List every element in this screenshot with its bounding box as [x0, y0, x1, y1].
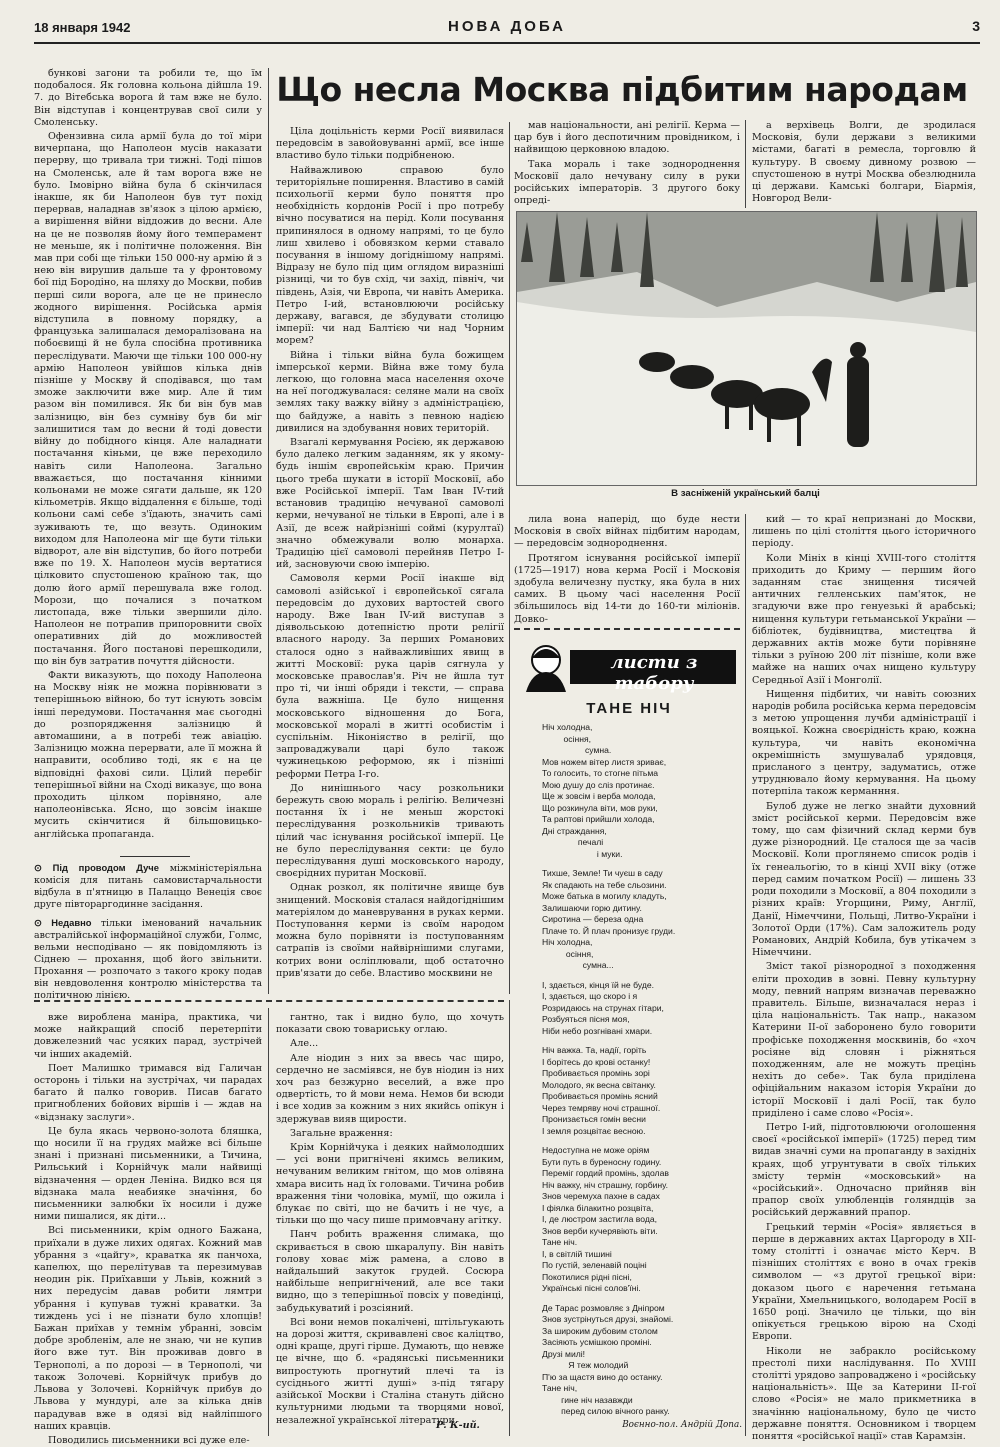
- paragraph: Це була якась червоно-золота бляшка, що носили її на грудях майже всі більше знані і признані письменники, а Тичина, Рильський і Корнійчук мали найвищі відзначення — орден Леніна. Видко вся ця відзнака мала неабияке значіння, бо письменники залюбки їх носили і дуже ними пишалися, як діти...: [34, 1125, 262, 1223]
- poem-line: Пробивається промінь зорі: [542, 1068, 650, 1078]
- paragraph: До нинішнього часу розкольники бережуть свою мораль і релігію. Величезні постання їх і не меньш жорстокі переслідування розкольників тривають цілий час існування російської імперії. Це не було переслідування секти: це було переслідування душі московського народу, своєрідних пуритан Московії.: [276, 782, 504, 880]
- poem-line: Тане ніч.: [542, 1237, 578, 1247]
- writers-article-column-1: [34, 1012, 262, 1446]
- masthead: [34, 14, 980, 44]
- column-divider-note: [120, 856, 190, 857]
- news-notes: [34, 862, 262, 1002]
- poem-line: перед силою вічного ранку.: [542, 1406, 670, 1416]
- paragraph: Панч робить враження слимака, що скривається в свою шкаралупу. Він навіть голову ховає між рамена, а слово в найдальший закуток грудей. Сосюра найбільше непригнічений, але все таки видно, що з теперішньої повсіх у поведінці, забудькуватий і розсіяний.: [276, 1229, 504, 1314]
- poem-line: Сиротина — береза одна: [542, 914, 644, 924]
- poem-line: Знов зустрінуться друзі, знайомі.: [542, 1314, 674, 1324]
- paragraph: Нищення підбитих, чи навіть союзних народів робила російська керма передовсім з метою упрощення лучби адміністрації і вояцької. Кожна своєрідність краю, кожна культура, чи навіть економічна окремішність змушувалаб урядовця, присланого з центру, задуматись, отже утруднювало йому кермування. На цьому потерпіла також керманння.: [752, 688, 976, 798]
- news-note: [34, 862, 262, 911]
- poem-line: осіння,: [542, 948, 594, 959]
- paragraph: Загальне враження:: [290, 1127, 393, 1139]
- paragraph: Найважливою справою було територіяльне поширення. Властиво в самій психольогії керми було поняття про необхідність кордонів Росії і про потребу вічно посуватися на перід. Коли посування припинялося в одному напрямі, то це було лиш хвилево і обовязком керми ставало посування в іншому догіднішому напрямі. Відразу не було під цим оглядом виразніші різниці, чи то був схід, чи захід, північ, чи південь, Азія, чи Европа, чи навіть Америка. Петро І-ий, встановлюючи російську державу, вагався, де збудувати столицю імперії: чи над Балтією чи над Чорним морем?: [276, 164, 504, 347]
- photo-caption: В засніженій український балці: [671, 488, 820, 499]
- stanza-gap: [542, 1137, 747, 1145]
- paragraph: Всі вони немов покалічені, штільгукають на дорозі життя, скривавлені своє каліцтво, одні краще, другі гірше. Думають, що невже це вічне, що б. «радянські письменники випростують прогнутий плечі та із сусіднього житті душі» з-під тягару азійської Москви і Сталіна стануть дійсно культурними людьми та творцями нової, незалежної української літератури.: [276, 1316, 504, 1426]
- paragraph: Факти виказують, що походу Наполеона на Москву ніяк не можна порівнювати з теперішньою війною, бо тут існують зовсім інші передумови. Постачання має сьогодні до розпорядження залізницю й автомашини, а в потребі теж авіацію. Залізницю можна перервати, але її можна й направити, особливо тоді, як є на це відповідні фахові сили. Цілий перебіг теперішньої війни на Сході виказує, що вона проходить цілком порівняно, але наполеонівська. Ясно, що зовсім інакше мусить скінчитися й більшовицько-англійська пропаганда.: [34, 669, 263, 840]
- newspaper-title: НОВА ДОБА: [448, 18, 566, 35]
- poem-line: Залишаючи горю дитину.: [542, 902, 642, 913]
- paragraph: Ніколи не забракло російському престолі пихи наслідування. По XVIII столітті урядово запроваджено і «російську національність». Ще за Катерини ІІ-гої слово «Росія» не мало прикметника в значінню національному, було це чисто державне поняття. Основником і творцем поняття «російської нації» став Карамзін.: [752, 1345, 976, 1443]
- poem-line: Недоступна не може оріям: [542, 1145, 650, 1155]
- paragraph: лила вона наперід, що буде нести Московія в своїх війнах підбитим народам, — передовсім зоднороднення.: [514, 514, 740, 550]
- poem-line: Як спадають на тебе сльозини.: [542, 879, 667, 890]
- paragraph: Петро І-ий, підготовлюючи оголошення своєї «російської імперії» (1725) перед тим видав значні суми на пропаганду в західніх краях, щоб угрунтувати в своїх тільких змісту термін «московський» на «російський». Одночасно прийняв він прапор своїх улюбленців голяндців за російський державний прапор.: [752, 1121, 976, 1219]
- column-rule-2: [509, 122, 510, 994]
- letters-from-camp-banner: [520, 638, 738, 694]
- poem-line: Ніби небо розгнівані хмари.: [542, 1025, 653, 1036]
- poem-line: сумна.: [542, 745, 612, 755]
- poem-line: І, здається, кінця їй не буде.: [542, 979, 655, 990]
- poem-line: Друзі милі!: [542, 1348, 586, 1359]
- poem-line: Ніч важку, ніч страшну, горбину.: [542, 1179, 669, 1190]
- paragraph: Поводились письменники всі дуже еле-: [48, 1434, 250, 1446]
- snow-scene-illustration: [517, 212, 976, 485]
- poem-line: Молодого, як весна світанку.: [542, 1079, 656, 1090]
- poem-line: Тане ніч,: [542, 1383, 578, 1393]
- stanza-gap: [542, 860, 747, 868]
- paragraph: Коли Мініх в кінці XVIII-того століття приходить до Криму — першим його заданням стає знищення тисячей античних гелленських пам'яток, не згадуючи вже про генуезькі й арабські; нищення культури гетьманської України — бібліотек, будівництва, мистецтва й державних актів може бути порівняне тільки з руїною 200 літ пізніше, коли вже майже на наших очах нищено культуру Середньої Азії і Монголії.: [752, 552, 976, 686]
- paragraph: Така мораль і таке зоднороднення Московії дало нечувану силу в руки російських імператорів. З другого боку опреді-: [514, 158, 740, 207]
- poem-line: Переміг гордий промінь, здолав: [542, 1168, 669, 1178]
- paragraph: бункові загони та робили те, що їм подобалося. Як головна кольона дійшла 19. 7. до Вітебська ворога й там вже не було. Він відступав і концентрував свої сили у Смоленську.: [34, 68, 262, 128]
- paragraph: Протягом існування російської імперії (1725—1917) нова керма Росії і Московія здобула величезну пустку, яка була в них самих. В цьому часі населення Росії збільшилось від 14-ти до 160-ти міліонів. Довко-: [514, 552, 740, 625]
- note-lead: ⊙ Недавно: [34, 917, 101, 928]
- poem-line: І фіялка білакитно розцвіта,: [542, 1202, 654, 1213]
- poem-line: Ніч холодна,: [542, 722, 593, 732]
- poem-line: Знов черемуха пахне в садах: [542, 1191, 660, 1201]
- paragraph: Булоб дуже не легко знайти духовний зміст російської керми. Передовсім вже тому, що сам фізичний склад керми був дуже різнородний. Це сталося ще за часів Московії. Коли проглянемо список родів і їх генеальогію, то в кінці XVII віку (отже перед самим початком Росії) — лишень 33 роди походили з Московії, а 804 походили з різних країв: Угорщини, Риму, Англії, Данії, Німеччини, Польщі, Литво-України і Золотої Орди (17%). Сам заложитель роду Романових, Андрій Кобила, був утікачем з Німеччини.: [752, 800, 976, 959]
- poem-line: І земля розцвітає весною.: [542, 1125, 646, 1136]
- paragraph: Поет Малишко тримався від Галичан осторонь і тільки на зустрічах, чи парадах багато й палко говорив. Писав багато пригноблених бойових віршів і — ждав на «відзнаку заслуги».: [34, 1062, 262, 1123]
- poem-signature: Воєнно-пол. Андрій Допа.: [622, 1420, 742, 1430]
- poem-line: І борітесь до крові останку!: [542, 1056, 651, 1067]
- poem-line: Мою душу до сліз протинає.: [542, 779, 655, 790]
- poem-line: печалі: [542, 837, 604, 847]
- poem-line: Мов ножем вітер листя зриває,: [542, 756, 667, 767]
- poem-body: [542, 722, 747, 1426]
- bottom-section-divider: [34, 1000, 504, 1002]
- poem-line: Тихше, Земле! Ти чуєш в саду: [542, 868, 663, 878]
- section-divider: [514, 628, 740, 630]
- poem-title: ТАНЕ НІЧ: [586, 700, 672, 717]
- issue-date: 18 января 1942: [34, 20, 131, 35]
- poem-line: Українські пісні солов'їні.: [542, 1283, 641, 1293]
- paragraph: Всі письменники, крім одного Бажана, приїхали в дуже лихих одягах. Кожний мав убрання з «цайгу», краватка як панчоха, капелюх, що перелітував та перезимував неодин рік. Приїхавши у Львів, кожний з них передусім давав робити лямтри убрання і купував тужні краватки. За тиждень усі і не пізнати було хлопців! Бажан приїхав у темнім убранні, зовсім добре зробленім, але не знаю, чи не купив його вже тут. Він проживав довго в Тернополі, а по дорозі — в Тернополі, чи також Золочеві. Корнійчук прибув до Львова у Золочеві. Корнійчук прибув до Львова у мундурі, але за кілька днів парадував вже в одязі від найліпшого наших кравців.: [34, 1225, 262, 1432]
- poem-line: Ніч холодна,: [542, 937, 593, 947]
- poem-line: Пробивається промінь ясний: [542, 1091, 658, 1101]
- paragraph: Але...: [290, 1038, 319, 1050]
- paragraph: Зміст такої різнородної з походження еліти проходив в зовні. Певну культурну моду, певний напрям визначав переважно правитель. Більше, визначалася нераз і ціла національність. Так напр., наказом Катерини ІІ-ої заборонено було говорити профіське походження москвинів, бо «хоч росіяне від словян і ріжняться походженням, але не можуть прецінь нехіть до себе». Так була приділена офіційальним наказом історія України до історії Московії і далі Росії, так було приділено і саме слово «Росія».: [752, 961, 976, 1119]
- poem-line: Бути путь в буреносну годину.: [542, 1156, 662, 1167]
- stanza-gap: [542, 1037, 747, 1045]
- paragraph: мав національности, ані релігії. Керма — цар був і його деспотичним провідником, і найвищою церковною владою.: [514, 120, 740, 156]
- poem-line: і муки.: [542, 848, 623, 859]
- poem-line: І, де люстром застигла вода,: [542, 1214, 658, 1224]
- poem-line: Може батька в могилу кладуть,: [542, 891, 667, 901]
- paragraph: а верхівець Волги, де зродилася Московія, були держави з великими містами, багаті в ремесла, торговлю й культуру. В своєму дивному розвою — спустошеною в нутрі Москва обезлюднила ці держави. Камські болгари, Біармія, Новгород Вели-: [752, 120, 976, 205]
- stanza-gap: [542, 972, 747, 980]
- note-lead: ⊙ Під проводом Дуче: [34, 862, 170, 873]
- poem-line: І, в світлій тишині: [542, 1248, 612, 1259]
- note-text: міжміністеріяльна комісія для питань самовистарчальности відбула в п'ятницю в Палаццо Венеція своє друге півтораргодинне засідання.: [34, 863, 262, 910]
- column-rule-poem: [509, 1000, 510, 1436]
- poem-line: Покотилися рідні пісні,: [542, 1271, 632, 1282]
- poem-line: Дні страждання,: [542, 825, 607, 836]
- paragraph: кий — то краї непризнані до Москви, лишень по цілі століття цього історичного періоду.: [752, 514, 976, 550]
- article-signature: Р. К-ий.: [436, 1420, 480, 1431]
- news-note: [34, 917, 262, 1002]
- poem-line: По густій, зеленавій поціні: [542, 1260, 647, 1270]
- column-rule-bottom: [268, 1008, 269, 1436]
- paragraph: Війна і тільки війна була божищем імперської керми. Війна вже тому була легкою, що головна маса населення охоче на неї погоджувалася: селяне мали на своїх землях таку важку війну з адміністрацією, що байдуже, а навіть з певною надією дивилися на здобування нових територій.: [276, 349, 504, 434]
- poem-line: І, здається, що скоро і я: [542, 991, 638, 1001]
- poem-line: Пронизається гомін весни: [542, 1114, 646, 1124]
- column-rule-3-top: [745, 120, 746, 208]
- paragraph: Офензивна сила армії була до тої міри вичерпана, що Наполеон мусів наказати перерву, що тривала три тижні. Тоді пішов на Смоленськ, але й там ворога вже не було. Імовірно війна була б скінчилася інакше, як би Наполеон був тут похід перервав, наладнав зв'язок з цілою армією, а вирішення війни віддожив до весни. Але на це не позволяв йому його темперамент не меньше, як і політичне положення. Він мав при собі ще тільки 150 000-ну армію й з нею він вирушив дальше та у фронтовому бої під Бородіно, на шляху до Москви, побив перші сили ворога, але це не принесло жодного вирішення. Російська армія відступила в повному порядку, а французька залишалася деморалізована на побоєвищі й не була спосібна противника переслідувати. Маючи ще тільки 100 000-ну армію Наполеон увійшов кілька днів пізніше у Москву й сподівався, що там зможе заключити вже мир. Але й тим разом він помилився. Як би він був мав залізницю, він без сумніву був би міг залишитися там до весни й тоді довести війну до побідного кінця. Але наладнати постачання кіньми, це вже переходило навіть сили Наполеона. Загально вважається, що постачання кінними кольонами не може сягати дальше, як 120 кільометрів. Якщо віддалення є більше, тоді кольони самі себе з'їдають, значить самі зуживають те, що везуть. Одиноким виходом для Наполеона міг ще бути тільки відворот, але він відступив, бо його потреби вже по 19. Х. Наполеон мусів вертатися цілковито спустошеною країною так, що долю його армії перешувала вже голод. Морози, що почалися з початком листопада, вже тільки звершили діло. Наполеон не потрапив припоровнити своїх оперативних дій до можливостей постачання. Його постанові перешкодили, що він був затратив почуття дійсности.: [34, 131, 262, 667]
- poem-line: Через темряву ночі страшної.: [542, 1102, 661, 1113]
- moscow-article-column-4-top: [752, 120, 976, 208]
- paragraph: вже вироблена манірa, практика, чи може найкращий спосіб перетерпіти довжелезний час усяких парад, зустрічей чи інших академій.: [34, 1012, 262, 1060]
- paragraph: Самоволя керми Росії інакше від самоволі азійської і європейської сягала передовсім до духових вартостей свого народу. Вже Іван IV-ий виступав з діявольською дотепністю проти релігії власного народу. За перших Романових сталося одно з найважливіших явищ в житті Московії: рука царів сягнула у московське православ'я. Річ не йшла тут про ті, чи інші обряди і тексти, — справа була важніша. Це було нищення московського відношення до Бога, московської моралі в житті особистім і суспільнім. Ніконіяство в релігії, що запроваджували царі було також чужинецькою реформою, як і пізніші реформи Петра І-го.: [276, 573, 504, 780]
- paragraph: гантно, так і видно було, що хочуть показати свою товариську оглаю.: [276, 1012, 504, 1036]
- poem-line: Плаче то. Й плач пронизує груди.: [542, 925, 676, 936]
- page-number: 3: [972, 18, 980, 34]
- poem-line: Розбуяться пісня моя,: [542, 1014, 630, 1024]
- poem-line: Ще ж зовсім і верба молода,: [542, 791, 656, 801]
- paragraph: Крім Корнійчука і деяких наймолодших — усі вони пригнічені якимсь великим, нечуваним великим гнітом, що мов олівяна хмара висить над їх головами. Тичина робив враження тіни чоловіка, мумії, що ожила і блукає по світі, що не бачить і не чує, а тільки що що часу пише примовчану агітку.: [276, 1142, 504, 1227]
- paragraph: Ціла доцільність керми Росії виявилася передовсім в завойовуванні армії, все інше властиво було тільки подрібненою.: [276, 126, 504, 162]
- poem-line: П'ю за щастя вино до останку.: [542, 1371, 663, 1382]
- paragraph: Але ніодин з них за ввесь час щиро, сердечно не засміявся, не був ніодин із них хоч раз безжурно веселий, а вже про одвертість, то й мови нема. Немов би всюди і все ходив за кожним з них якийсь опікун і здержував вияв щирости.: [276, 1052, 504, 1125]
- poem-line: За широким дубовим столом: [542, 1325, 658, 1336]
- poem-line: То голосить, то стогне пітьма: [542, 768, 659, 778]
- moscow-article-column-2: [276, 126, 504, 992]
- article-headline: Що несла Москва підбитим народам: [276, 70, 968, 109]
- moscow-article-column-4: [752, 514, 976, 1443]
- poem-line: Та раптові прийшли холода,: [542, 814, 655, 824]
- poem-line: гине ніч назавжди: [542, 1394, 633, 1405]
- poem-line: Я теж молодий: [542, 1360, 629, 1370]
- stanza-gap: [542, 1295, 747, 1303]
- poem-line: Засіяють усмішкою проміні.: [542, 1337, 652, 1347]
- photo-horses-in-snow: [516, 211, 977, 486]
- napoleon-article-column: [34, 68, 262, 858]
- poem-line: Знов верби кучерявіють віти.: [542, 1225, 658, 1236]
- column-rule-1: [268, 68, 269, 994]
- moscow-article-column-3-top: [514, 120, 740, 208]
- note-text: тільки іменований начальник австралійської інформаційної служби, Голмс, вельми несподівано — як повідомляють із Сіднею — прохання, щоб його звільнити. Прохання — розпочато з такого кроку подав він невдоволення контролю міністерства та політичною лінією.: [34, 918, 262, 1001]
- moscow-article-column-3-mid: [514, 514, 740, 625]
- poem-line: осіння,: [542, 733, 592, 744]
- banner-title: листи з табору: [610, 652, 698, 694]
- paragraph: Грецький термін «Росія» являється в перше в державних актах Царгороду в XII-тому столітті і означає місто Керч. В пізніших століттях є воно в очах греків символом — «з другої грецької віри: доказом цього є наречення гетьмана України, Хмельницького, володарем Росії в 1650 році. Значило це тільки, що він опікується грецькою вірою на Сході Европи.: [752, 1221, 976, 1343]
- poem-line: Розридаюсь на струнах гітари,: [542, 1002, 664, 1013]
- poem-line: Де Тарас розмовляє з Дніпром: [542, 1302, 665, 1313]
- paragraph: Взагалі кермування Росією, як державою було далеко легким заданням, як у якому-будь іншім європейськім краю. Причин цього треба шукати в історії Московії, або вже Російської імперії. Там Іван IV-тий встановив традицію нечуваної самоволі керми, нечуваної не тільки в Европі, але і в Азії, де всеж найрізніші соймі (курултаї) значно обмежували волю монарха. Традицію цієї самоволі перейняв Петро І-ий, засновуючи свою імперію.: [276, 437, 504, 571]
- poem-line: Що розкинула віти, мов руки,: [542, 802, 658, 813]
- poem-line: Ніч важка. Та, надії, горіть: [542, 1045, 647, 1055]
- poem-line: сумна...: [542, 960, 614, 970]
- paragraph: Однак розкол, як політичне явище був знищений. Московія сталася найдогіднішим матеріялом до маневрування в руках керми. Поступовання керми із своїм народом можна було порівняти із поступованням сатрапів із своїми найвірнішими слугами, котрих вони осліплювали, щоб остаточно прив'язати до себе. Властиво москвини не: [276, 882, 504, 979]
